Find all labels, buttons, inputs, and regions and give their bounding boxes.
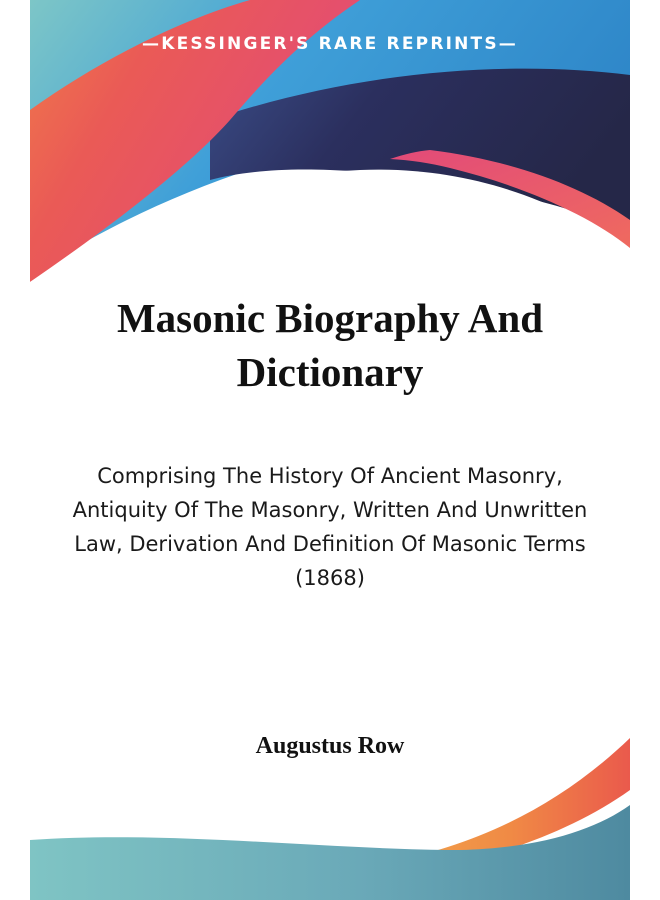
book-title: Masonic Biography And Dictionary: [116, 295, 544, 395]
book-subtitle: Comprising The History Of Ancient Masonry, Antiquity Of The Masonry, Written And Unwritten Law, Derivation And Definition Of Masonic Terms (1868): [72, 464, 588, 590]
book-cover: [30, 0, 630, 900]
cover-artwork: [30, 0, 630, 900]
series-banner: —KESSINGER'S RARE REPRINTS—: [142, 34, 518, 54]
book-author: Augustus Row: [255, 733, 405, 759]
